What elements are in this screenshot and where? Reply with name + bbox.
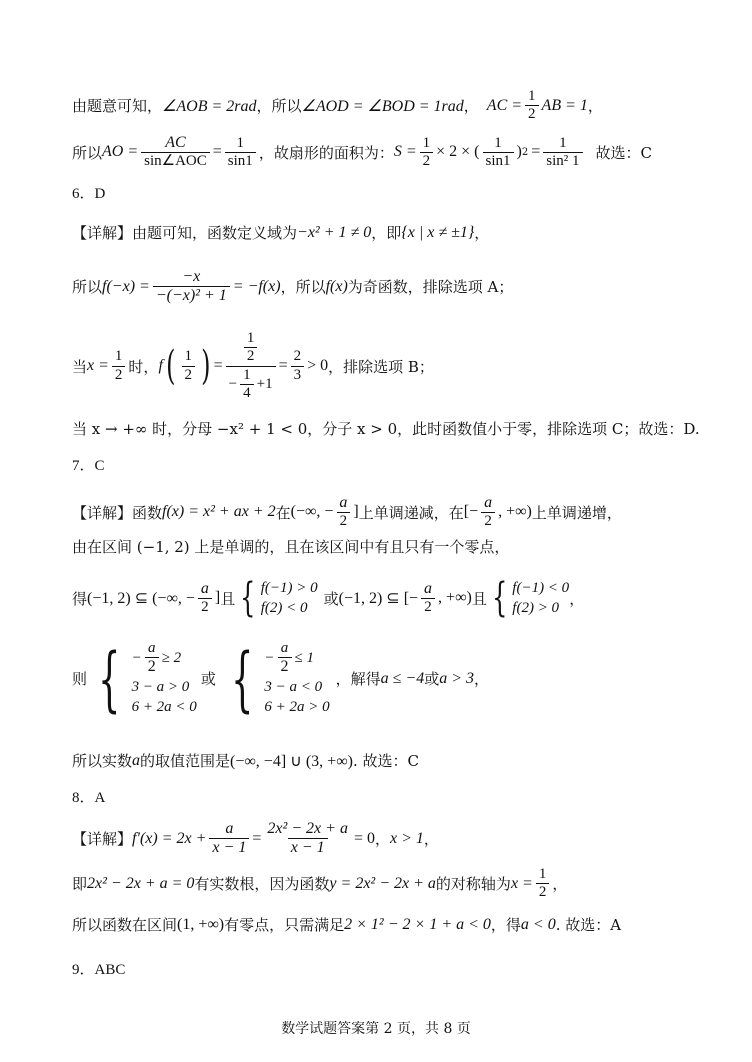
text: ，排除选项 B； [328, 357, 434, 376]
math: = [252, 829, 262, 847]
text: 且 [471, 589, 487, 608]
fraction: $\frac{a}{2}$ [481, 494, 495, 531]
q6-line-4: 当 x → +∞ 时，分母 −x² + 1 < 0，分子 x > 0，此时函数值小于零，排除选项 C；故选：D. [72, 420, 700, 438]
fraction: $\frac{a}{x - 1}$ [209, 820, 249, 858]
math: (1, +∞) [177, 915, 225, 933]
math: = 0 [353, 829, 375, 847]
math: ∠AOB = 2rad [162, 97, 257, 115]
math: f(x) [325, 277, 348, 295]
math: −x² + 1 ≠ 0 [297, 223, 372, 241]
math: a < 0 [520, 915, 556, 933]
text: ，解得 [335, 670, 381, 689]
math: 2x² − 2x + a = 0 [87, 874, 195, 892]
fraction: $\frac{1}{2}$ [525, 88, 539, 124]
fraction: $\frac{a}{2}$ [198, 580, 212, 617]
math: f′(x) = 2x + [132, 829, 207, 847]
fraction: $\frac{1}{\sin 1}$ [225, 135, 256, 171]
text: 所以 [72, 143, 103, 162]
math: = [531, 143, 541, 161]
text: ， [423, 830, 439, 849]
math: (−∞, − [290, 503, 334, 521]
text: 即 [72, 875, 88, 894]
math: AO = [102, 143, 139, 161]
math: AC = [486, 96, 523, 114]
q9-number: 9．ABC [72, 962, 126, 978]
q7-line-3 [72, 575, 585, 622]
text: 或 [200, 670, 216, 689]
math: f [158, 357, 163, 374]
system-3: { − $\frac{a}{2}$ ≥ 2 3 − a > 0 6 + 2a < 0 [98, 637, 197, 720]
system-1: { f(−1) > 0 f(2) < 0 [240, 575, 318, 622]
fraction: $\frac{-x}{\text{−(−x)² + 1}}$ [153, 268, 230, 306]
q8-line-2 [72, 866, 567, 902]
q7-line-5 [72, 750, 419, 771]
text: 的取值范围是 [140, 752, 231, 770]
text: ，即 [371, 224, 402, 242]
math: S = [393, 143, 417, 161]
text: 上单调递减，在 [358, 503, 464, 522]
fraction: $\frac{a}{2}$ [421, 580, 435, 617]
text: ，所以 [256, 97, 302, 116]
math: {x | x ≠ ±1} [401, 223, 475, 241]
math: ∠AOD = ∠BOD = 1rad [301, 97, 464, 115]
q8-number: 8．A [72, 790, 106, 806]
fraction: $\frac{a}{2}$ [336, 494, 350, 531]
page-footer: 数学试题答案第 2 页，共 8 页 [281, 1021, 471, 1037]
math: a [132, 751, 141, 769]
math: = [212, 143, 222, 161]
q6-line-3 [72, 330, 434, 402]
text: 时， [128, 357, 159, 376]
math: a > 3 [439, 669, 475, 687]
math: f(x) = x² + ax + 2 [162, 503, 276, 521]
text: ， [587, 97, 603, 116]
text: 得 [72, 589, 88, 608]
fraction: $\frac{2}{3}$ [291, 348, 305, 384]
compound-fraction: $\frac{1}{2}$ − $\frac{1}{4}$ +1 [226, 330, 276, 402]
text: 有零点，只需满足 [224, 916, 345, 934]
math: = [213, 357, 223, 374]
text: ，故扇形的面积为： [258, 143, 394, 162]
math: > 0 [307, 357, 329, 374]
math: x > 1 [390, 829, 424, 847]
math: (−1, 2) ⊆ [− [338, 590, 419, 608]
text: 的对称轴为 [435, 875, 511, 894]
text: ， [474, 224, 490, 242]
fraction: $\frac{1}{\sin 1}$ [483, 135, 514, 171]
text: ， [463, 97, 479, 116]
text: 所以实数 [72, 752, 133, 770]
q6-number: 6．D [72, 186, 106, 202]
math: × 2 × ( [436, 143, 480, 161]
math: ] [353, 503, 359, 521]
q7-line-4 [72, 637, 490, 720]
math: x = [510, 874, 533, 892]
math: , +∞) [498, 503, 532, 521]
text: 【详解】由题可知，函数定义域为 [72, 224, 298, 242]
fraction: $\frac{1}{2}$ [420, 135, 434, 171]
math: 2 × 1² − 2 × 1 + a < 0 [344, 915, 491, 933]
text: 所以函数在区间 [72, 916, 178, 934]
math: a ≤ −4 [380, 669, 425, 687]
text: 由题意可知， [72, 97, 163, 116]
text: ，所以 [280, 278, 326, 297]
text: 【详解】 [72, 830, 133, 849]
q8-line-3 [72, 914, 621, 935]
math: = [278, 357, 288, 374]
fraction: $\frac{\text{2x² − 2x + a}}{x - 1}$ [267, 820, 348, 857]
math: f(−x) = [102, 277, 150, 295]
system-2: { f(−1) < 0 f(2) > 0 [491, 575, 570, 622]
fraction: $\frac{1}{2}$ [536, 866, 550, 902]
text: 故选：C [595, 143, 652, 162]
text: ， [569, 589, 585, 608]
text: 【详解】函数 [72, 503, 163, 522]
text: ， [474, 670, 490, 689]
q7-line-2: 由在区间 (−1, 2) 上是单调的，且在该区间中有且只有一个零点， [72, 538, 510, 556]
fraction: $\frac{1}{\text{sin² 1}}$ [543, 135, 582, 171]
fraction: $\frac{1}{2}$ [112, 348, 126, 384]
text: ，得 [490, 916, 521, 934]
text: 在 [275, 503, 291, 522]
text: 为奇函数，排除选项 A； [347, 278, 514, 297]
text: . 故选：A [555, 916, 622, 934]
math: = −f(x) [232, 277, 281, 295]
math: x = [87, 357, 109, 374]
math: y = 2x² − 2x + a [329, 874, 436, 892]
text: 有实数根，因为函数 [194, 875, 330, 894]
q5-line-1 [72, 88, 603, 124]
text: 则 [72, 670, 88, 689]
text: 上单调递增， [531, 503, 622, 522]
math: ] [214, 589, 221, 607]
q6-line-2 [72, 268, 513, 306]
q5-line-2 [72, 134, 652, 171]
paren-right: ) [201, 343, 211, 389]
q7-number: 7．C [72, 458, 105, 474]
q6-line-1 [72, 222, 489, 243]
q8-line-1 [72, 820, 439, 858]
math: (−1, 2) ⊆ (−∞, − [87, 590, 195, 608]
math: AB = 1 [541, 96, 588, 114]
system-4: { − $\frac{a}{2}$ ≤ 1 3 − a < 0 6 + 2a > 0 [230, 637, 330, 720]
text: 或 [323, 589, 339, 608]
text: ， [552, 875, 568, 894]
text: 当 [72, 357, 88, 376]
paren-left: ( [166, 343, 176, 389]
math: [− [463, 503, 479, 521]
text: . 故选：C [352, 752, 419, 770]
math: , +∞) [438, 589, 472, 607]
fraction: $\frac{1}{2}$ [182, 348, 196, 384]
math: (−∞, −4] ∪ (3, +∞) [230, 752, 353, 770]
fraction: $\frac{AC}{\text{sin∠AOC}}$ [141, 134, 210, 171]
q7-line-1 [72, 494, 622, 531]
exponent: 2 [521, 146, 529, 158]
text: 所以 [72, 278, 103, 297]
math: ) [516, 143, 522, 161]
text: 或 [424, 670, 440, 689]
text: 且 [220, 589, 236, 608]
text: ， [374, 830, 390, 849]
